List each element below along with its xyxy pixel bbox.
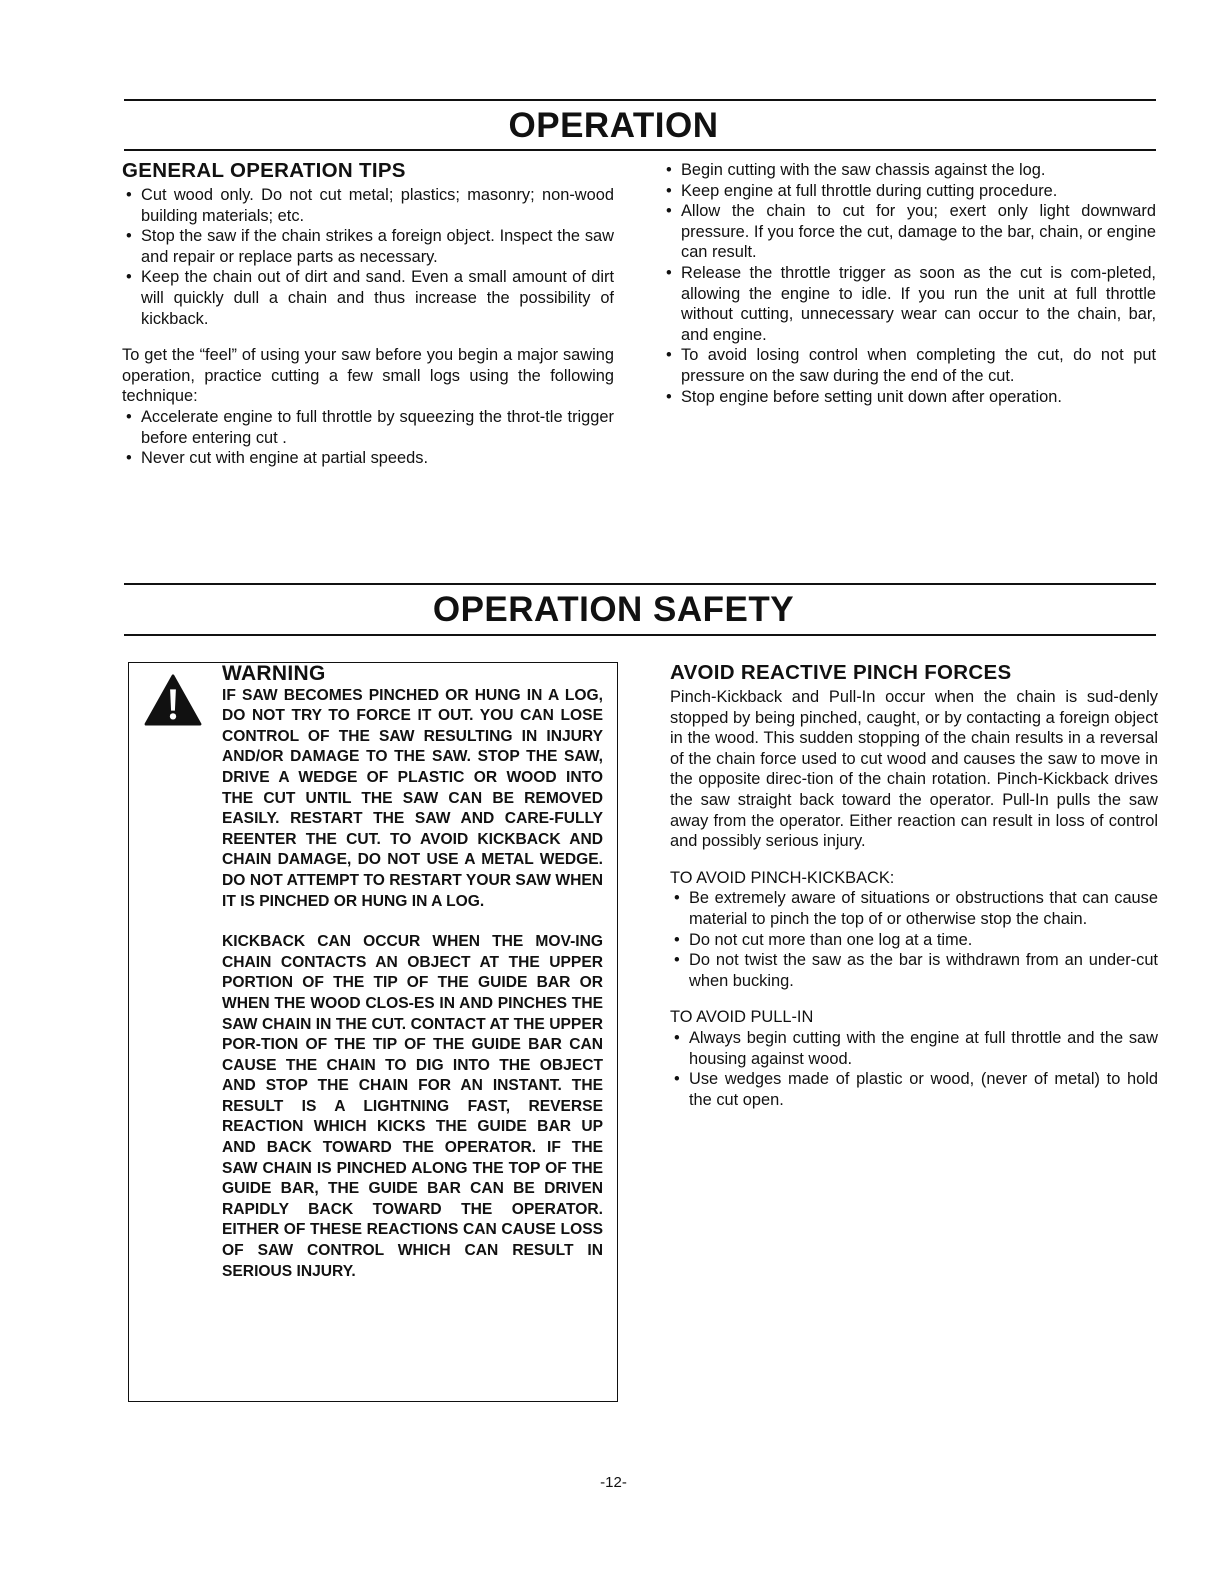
- safety-title: OPERATION SAFETY: [432, 590, 795, 629]
- top-rule: [124, 99, 1156, 101]
- list-item: • Never cut with engine at partial speeds.: [122, 448, 614, 469]
- warning-text: [222, 664, 603, 1282]
- kickback-label: TO AVOID PINCH-KICKBACK:: [670, 868, 895, 887]
- general-tips-column: [122, 160, 614, 469]
- list-item: • Use wedges made of plastic or wood, (never of metal) to hold the cut open.: [670, 1069, 1158, 1110]
- feel-paragraph: To get the “feel” of using your saw before you begin a major sawing operation, practice cutting a few small logs using the following technique:: [122, 346, 614, 406]
- safety-top-rule: [124, 583, 1156, 585]
- list-item: • Stop the saw if the chain strikes a foreign object. Inspect the saw and repair or replace parts as necessary.: [122, 226, 614, 267]
- pinch-forces-column: [670, 662, 1158, 1110]
- warning-triangle-icon: [144, 674, 202, 726]
- pinch-forces-paragraph: Pinch-Kickback and Pull-In occur when the chain is sud-denly stopped by being pinched, caught, or by contacting a foreign object in the wood. This sudden stopping of the chain results in a reversal of the chain force used to cut wood and causes the saw to move in the opposite direc-tion of the chain rotation. Pinch-Kickback drives the saw straight back toward the operator. Pull-In pulls the saw away from the operator. Either reaction can result in loss of control and possibly serious injury.: [670, 688, 1158, 851]
- warning-paragraph-kickback: KICKBACK CAN OCCUR WHEN THE MOV-ING CHAIN CONTACTS AN OBJECT AT THE UPPER PORTION OF THE TIP OF THE GUIDE BAR OR WHEN THE WOOD CLOS-ES IN AND PINCHES THE SAW CHAIN IN THE CUT. CONTACT AT THE UPPER POR-TION OF THE TIP OF THE GUIDE BAR CAN CAUSE THE CHAIN TO DIG INTO THE OBJECT AND STOP THE CHAIN FOR AN INSTANT. THE RESULT IS A LIGHTNING FAST, REVERSE REACTION WHICH KICKS THE GUIDE BAR UP AND BACK TOWARD THE OPERATOR. IF THE SAW CHAIN IS PINCHED ALONG THE TOP OF THE GUIDE BAR, THE GUIDE BAR CAN BE DRIVEN RAPIDLY BACK TOWARD THE OPERATOR. EITHER OF THESE REACTIONS CAN CAUSE LOSS OF SAW CONTROL WHICH CAN RESULT IN SERIOUS INJURY.: [222, 933, 603, 1280]
- operation-right-column: [662, 160, 1156, 407]
- list-item: • Keep the chain out of dirt and sand. Even a small amount of dirt will quickly dull a chain and thus increase the possibility of kickback.: [122, 267, 614, 329]
- operation-title: OPERATION: [508, 106, 719, 145]
- general-tips-list: [122, 185, 614, 329]
- pinch-forces-heading: AVOID REACTIVE PINCH FORCES: [670, 661, 1012, 684]
- page-number: -12-: [600, 1474, 627, 1491]
- list-item: • Keep engine at full throttle during cutting procedure.: [662, 181, 1156, 202]
- pullin-list: [670, 1028, 1158, 1110]
- safety-title-rule: [124, 634, 1156, 636]
- kickback-list: [670, 888, 1158, 991]
- list-item: • Do not twist the saw as the bar is withdrawn from an under-cut when bucking.: [670, 950, 1158, 991]
- operation-title-rule: [124, 149, 1156, 151]
- pullin-label: TO AVOID PULL-IN: [670, 1008, 814, 1027]
- general-tips-heading: GENERAL OPERATION TIPS: [122, 159, 406, 182]
- list-item: • Accelerate engine to full throttle by squeezing the throt-tle trigger before entering cut .: [122, 407, 614, 448]
- list-item: • Do not cut more than one log at a time.: [670, 930, 1158, 951]
- technique-list: [122, 407, 614, 469]
- warning-paragraph-pinched: IF SAW BECOMES PINCHED OR HUNG IN A LOG, DO NOT TRY TO FORCE IT OUT. YOU CAN LOSE CONTROL OF THE SAW RESULTING IN INJURY AND/OR DAMAGE TO THE SAW. STOP THE SAW, DRIVE A WEDGE OF PLASTIC OR WOOD INTO THE CUT UNTIL THE SAW CAN BE REMOVED EASILY. RESTART THE SAW AND CARE-FULLY REENTER THE CUT. TO AVOID KICKBACK AND CHAIN DAMAGE, DO NOT USE A METAL WEDGE. DO NOT ATTEMPT TO RESTART YOUR SAW WHEN IT IS PINCHED OR HUNG IN A LOG.: [222, 686, 603, 910]
- list-item: • Allow the chain to cut for you; exert only light downward pressure. If you force the cut, damage to the bar, chain, or engine can result.: [662, 201, 1156, 263]
- list-item: • Cut wood only. Do not cut metal; plastics; masonry; non-wood building materials; etc.: [122, 185, 614, 226]
- list-item: • Always begin cutting with the engine at full throttle and the saw housing against wood.: [670, 1028, 1158, 1069]
- list-item: • Stop engine before setting unit down after operation.: [662, 387, 1156, 408]
- warning-heading: WARNING: [222, 662, 326, 685]
- list-item: • To avoid losing control when completing the cut, do not put pressure on the saw during the end of the cut.: [662, 345, 1156, 386]
- list-item: • Begin cutting with the saw chassis against the log.: [662, 160, 1156, 181]
- list-item: • Be extremely aware of situations or obstructions that can cause material to pinch the top of or otherwise stop the chain.: [670, 888, 1158, 929]
- cutting-tips-list: [662, 160, 1156, 407]
- list-item: • Release the throttle trigger as soon as the cut is com-pleted, allowing the engine to idle. If you run the unit at full throttle without cutting, unnecessary wear can occur to the chain, bar, and engine.: [662, 263, 1156, 345]
